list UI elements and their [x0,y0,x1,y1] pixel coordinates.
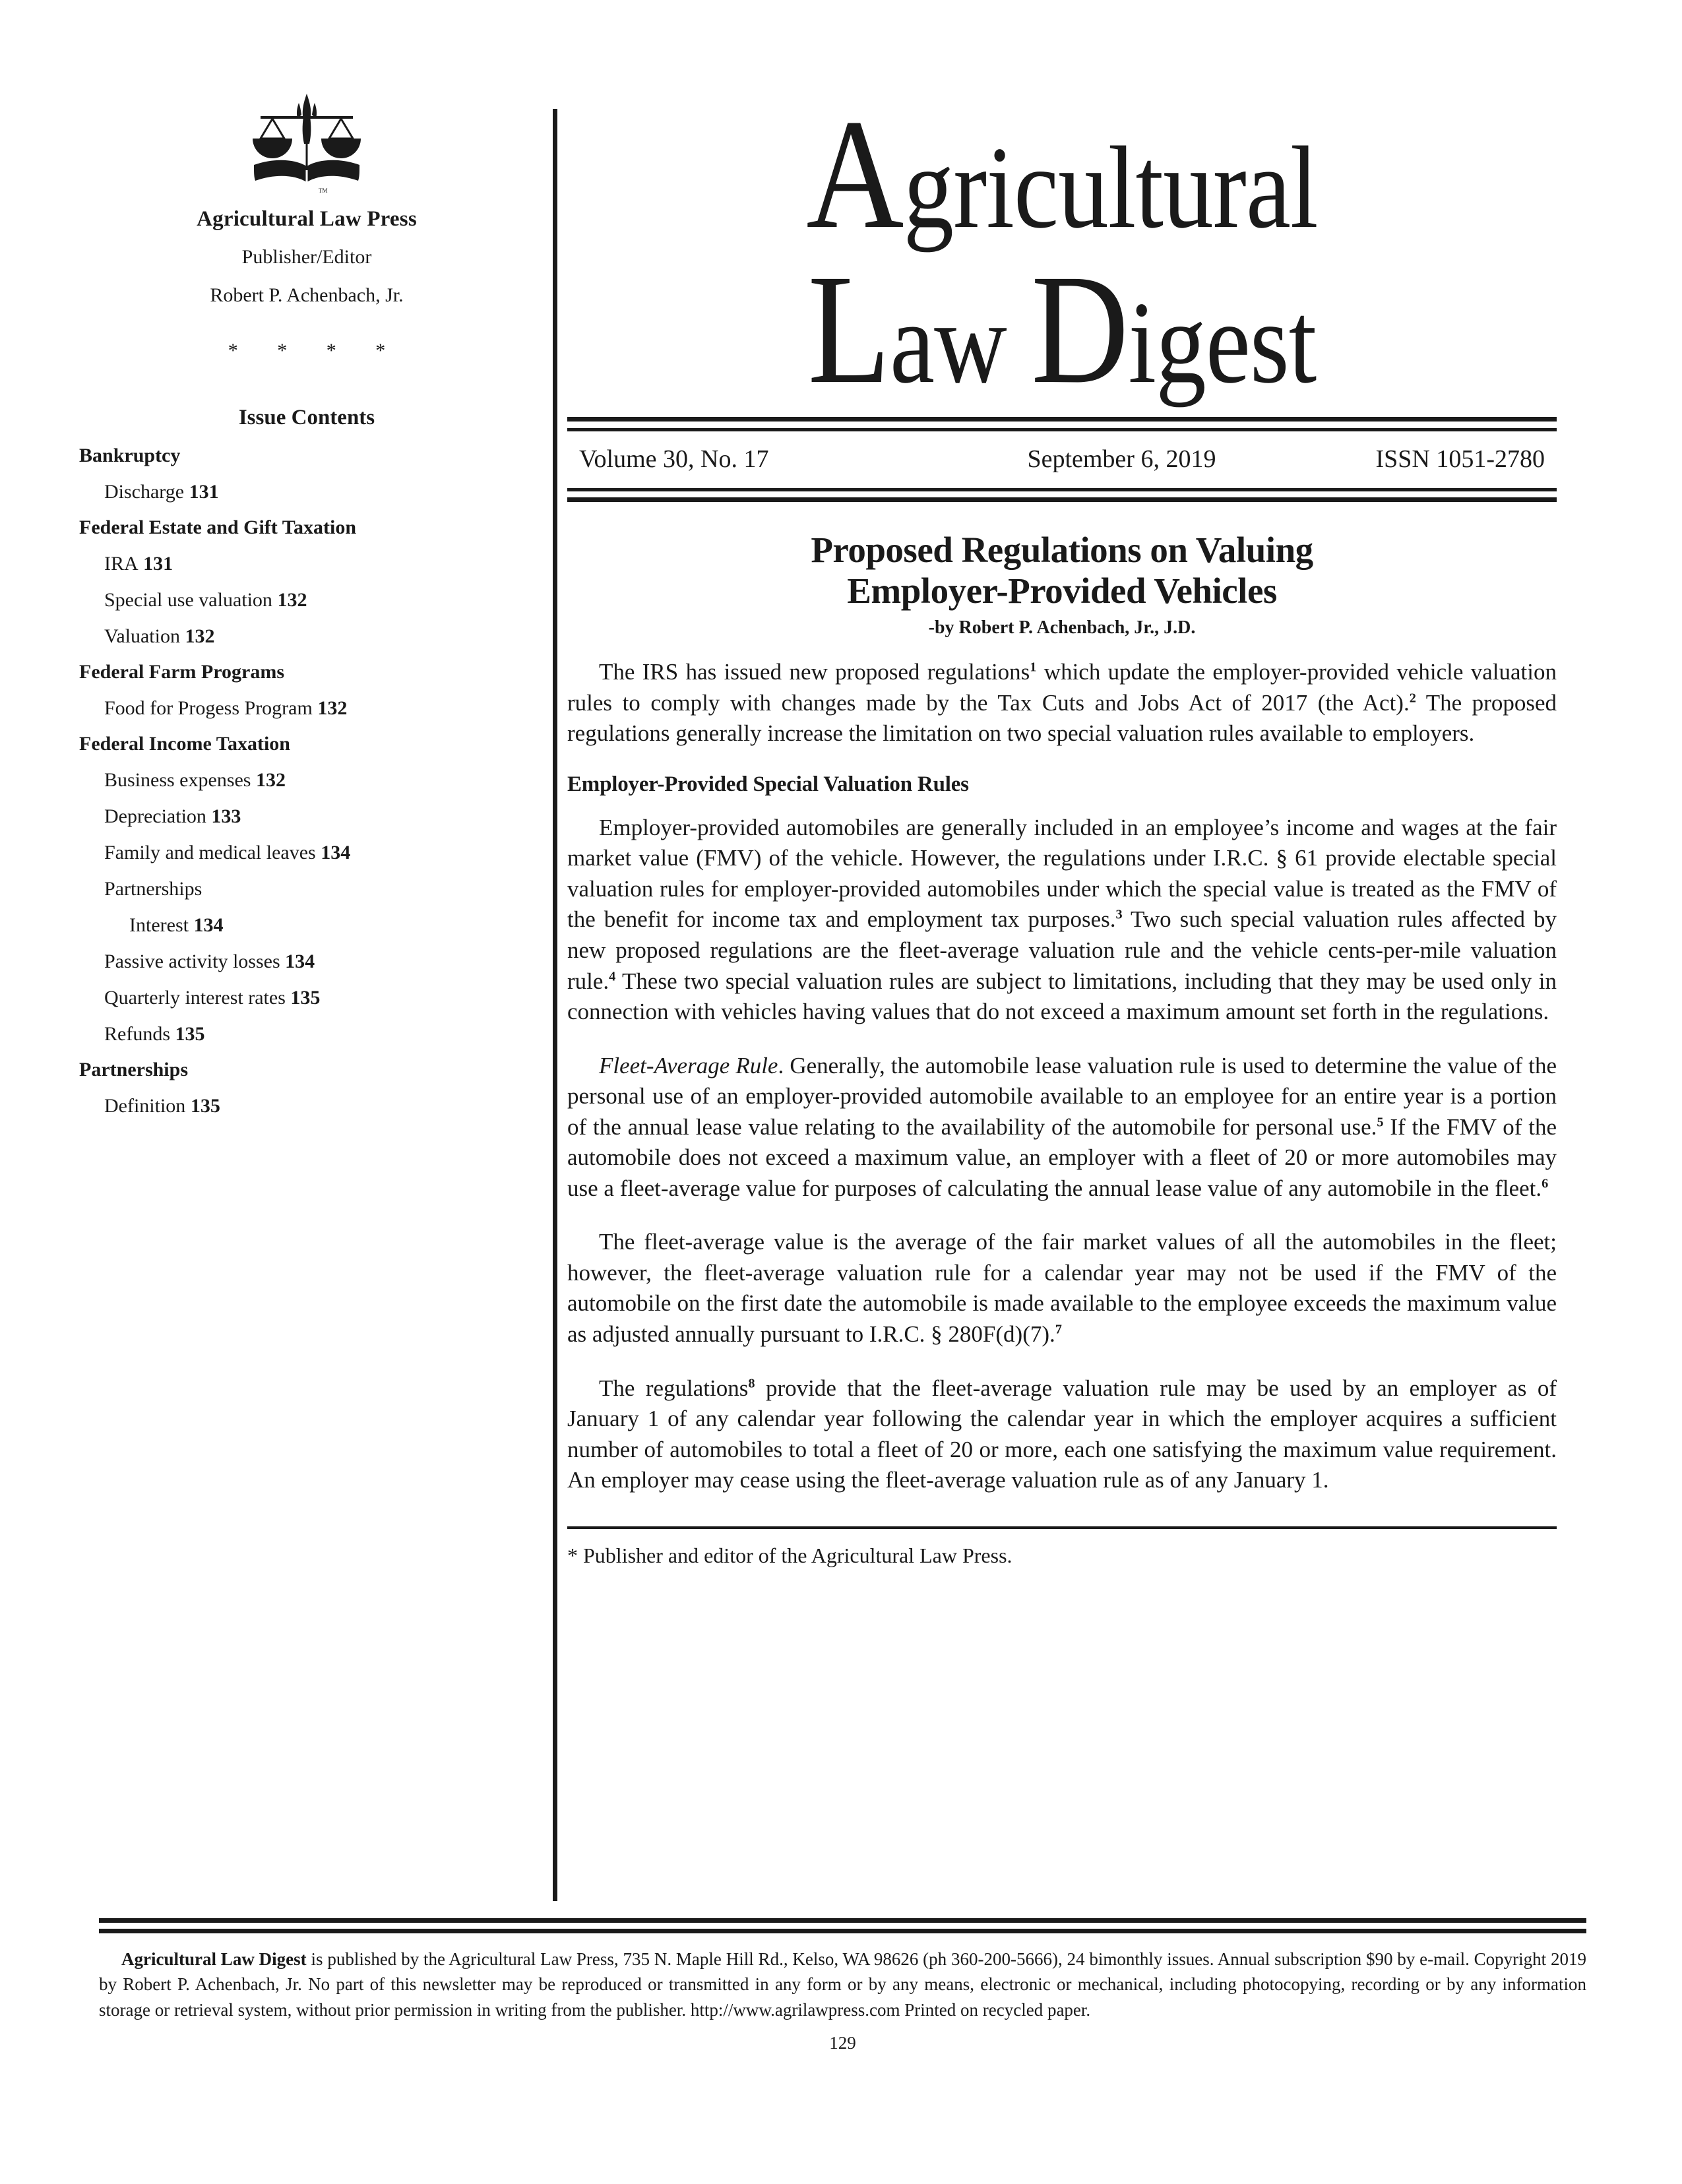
footnote-ref-2: 2 [1409,691,1416,706]
toc-entry[interactable] [104,879,534,899]
toc-entry-page: 132 [272,589,307,611]
toc-entry-label: Business expenses [104,769,251,791]
toc-entry[interactable] [104,590,534,610]
article-paragraph-4 [567,1227,1557,1350]
toc-entry-page: 135 [285,987,321,1009]
svg-text:TM: TM [319,187,328,194]
toc-entry[interactable] [104,770,534,790]
fleet-average-rule-term: Fleet-Average Rule [599,1052,778,1078]
p1-text-a: The IRS has issued new proposed regulations [599,659,1030,685]
toc-category[interactable]: Federal Estate and Gift Taxation [79,516,357,538]
author-footnote: * Publisher and editor of the Agricultural Law Press. [567,1543,1012,1567]
toc-entry-label: Food for Progess Program [104,697,313,719]
footer-rule-bottom [99,1929,1586,1933]
scales-of-justice-over-open-book-with-wheat-icon [241,92,373,195]
p5-text-a: The regulations [599,1375,749,1401]
toc-entry-page: 132 [179,625,215,647]
toc-entry[interactable] [104,482,534,502]
toc-entry-label: Passive activity losses [104,951,280,972]
toc-entry[interactable] [104,1024,534,1044]
article-byline: -by Robert P. Achenbach, Jr., J.D. [928,617,1196,639]
toc-entry-page: 133 [206,805,241,827]
footer-colophon-body: is published by the Agricultural Law Press, 735 N. Maple Hill Rd., Kelso, WA 98626 (ph 360-200-5666), 24 bimonthly issues. Annual subscription $90 by e-mail. Copyright 2019 by Robert P. Achenbach, Jr. No part of this newsletter may be reproduced or transmitted in any form or by any means, electronic or mechanical, including photocopying, recording or by any information storage or retrieval system, without prior permission in writing from the publisher. http://www.agrilawpress.com Printed on recycled paper. [99,1949,1587,2020]
footer-rule-top [99,1918,1586,1923]
toc-entry[interactable] [104,952,534,972]
footer-publication-name: Agricultural Law Digest [121,1949,307,1969]
toc-entry-label: Special use valuation [104,589,272,611]
masthead-digest-rest: igest [1128,276,1317,408]
footnote-ref-1: 1 [1030,660,1037,675]
issue-contents-heading: Issue Contents [238,406,375,429]
toc-category[interactable]: Bankruptcy [79,445,181,466]
page-footer [99,1918,1586,2053]
toc-category[interactable]: Partnerships [79,1059,188,1080]
masthead-rule-top [567,417,1557,421]
footnote-ref-5: 5 [1377,1115,1384,1130]
toc-entry-label: IRA [104,553,139,575]
toc-category[interactable]: Federal Income Taxation [79,733,290,755]
toc-entry-page: 134 [188,914,224,936]
p3-text-b: If the FMV of the automobile does not exceed a maximum value, an employer with a fleet of 20 or more automobiles may use a fleet-average value for purposes of calculating the annual lease value of any automobile in the fleet. [567,1113,1557,1201]
toc-entry-label: Valuation [104,625,180,647]
toc-entry[interactable] [104,843,534,863]
toc-entry-page: 132 [251,769,286,791]
article-paragraph-5 [567,1373,1557,1496]
publication-masthead-title [567,86,1557,416]
p5-text-b: provide that the fleet-average valuation rule may be used by an employer as of January 1 of any calendar year following the calendar year in which the employer acquires a sufficient number of automobiles to total a fleet of 20 or more, each one satisfying the maximum value requirement. An employer may cease using the fleet-average valuation rule as of any January 1. [567,1375,1557,1493]
main-content-column [567,86,1557,1568]
volume-number: Volume 30, No. 17 [579,445,769,473]
agricultural-law-press-logo [79,92,534,198]
article-headline-line-1: Proposed Regulations on Valuing [811,529,1313,570]
toc-entry[interactable] [104,988,534,1008]
toc-entry-page: 135 [170,1023,205,1045]
footnote-ref-6: 6 [1542,1176,1549,1191]
toc-entry-label: Refunds [104,1023,170,1045]
toc-entry[interactable] [104,699,534,718]
toc-entry-page: 134 [280,951,315,972]
toc-entry-label: Definition [104,1095,186,1117]
toc-entry[interactable] [129,916,534,935]
toc-entry-label: Depreciation [104,805,206,827]
masthead-dropcap-d: D [1031,241,1129,416]
masthead-law-rest: aw [890,276,1007,408]
toc-entry-label: Quarterly interest rates [104,987,286,1009]
p1-text-b: which update the employer-provided vehicle valuation rules to comply with changes made by the Tax Cuts and Jobs Act of 2017 (the Act). [567,659,1557,716]
p3-text-a: . Generally, the automobile lease valuation rule is used to determine the value of the personal use of an employer-provided automobile available to an employee for an entire year is a portion of the annual lease value relating to the availability of the automobile for personal use. [567,1052,1557,1140]
toc-entry[interactable] [104,627,534,646]
toc-entry-page: 132 [312,697,348,719]
left-masthead-column [79,92,534,1116]
issue-bar-rule-bottom [567,497,1557,502]
toc-entry[interactable] [104,807,534,827]
press-role: Publisher/Editor [241,246,372,268]
footnote-separator-rule [567,1526,1557,1529]
press-editor-name: Robert P. Achenbach, Jr. [210,284,404,306]
footnote-ref-8: 8 [748,1375,755,1390]
toc-entry-label: Family and medical leaves [104,842,316,863]
column-divider-rule [553,109,557,1901]
article-paragraph-1 [567,657,1557,749]
masthead-dropcap-l: L [807,241,890,416]
masthead-dropcap-a: A [806,86,904,261]
toc-category[interactable]: Federal Farm Programs [79,661,285,683]
press-name: Agricultural Law Press [197,207,417,231]
toc-entry-label: Discharge [104,481,185,503]
issn-number: ISSN 1051-2780 [1375,445,1545,473]
toc-entry-label: Partnerships [104,878,202,900]
article-headline-line-2: Employer-Provided Vehicles [847,570,1277,611]
article-subheading-1: Employer-Provided Special Valuation Rules [567,772,969,796]
issue-date: September 6, 2019 [1027,445,1216,473]
masthead-line-2 [637,241,1487,416]
footnote-ref-7: 7 [1055,1322,1062,1337]
p4-text-a: The fleet-average value is the average of the fair market values of all the automobiles in the fleet; however, the fleet-average valuation rule for a calendar year may not be used if the FMV of the automobile on the first date the automobile is made available to the employee exceeds the maximum value as adjusted annually pursuant to I.R.C. § 280F(d)(7). [567,1229,1557,1347]
article-paragraph-3 [567,1051,1557,1204]
p2-text-c: These two special valuation rules are subject to limitations, including that they may be used only in connection with vehicles having values that do not exceed a maximum amount set forth in the regulations. [567,968,1557,1025]
table-of-contents [79,446,534,1116]
page-number: 129 [829,2032,856,2053]
toc-entry-page: 134 [315,842,351,863]
masthead-line-1-rest: gricultural [903,122,1318,253]
asterisk-divider: * * * * [228,340,403,361]
toc-entry[interactable] [104,1096,534,1116]
p2-text-b: Two such special valuation rules affected by new proposed regulations are the fleet-average valuation rule and the vehicle cents-per-mile valuation rule. [567,906,1557,994]
article-headline [567,530,1557,611]
footnote-ref-4: 4 [609,968,616,983]
masthead-line-1 [637,86,1487,261]
footnote-ref-3: 3 [1115,907,1123,922]
issue-info-bar [567,431,1557,488]
lead-article [567,530,1557,1568]
toc-entry-page: 131 [138,553,173,575]
toc-entry[interactable] [104,554,534,574]
toc-entry-label: Interest [129,914,189,936]
footer-colophon [99,1947,1586,2022]
toc-entry-page: 135 [185,1095,220,1117]
article-paragraph-2 [567,813,1557,1028]
toc-entry-page: 131 [184,481,219,503]
p2-text-a: Employer-provided automobiles are generally included in an employee’s income and wages at the fair market value (FMV) of the vehicle. However, the regulations under I.R.C. § 61 provide electable special valuation rules for employer-provided automobiles under which the special value is treated as the FMV of the benefit for income tax and employment tax purposes. [567,814,1557,933]
p1-text-c: The proposed regulations generally increase the limitation on two special valuation rules available to employers. [567,689,1557,747]
